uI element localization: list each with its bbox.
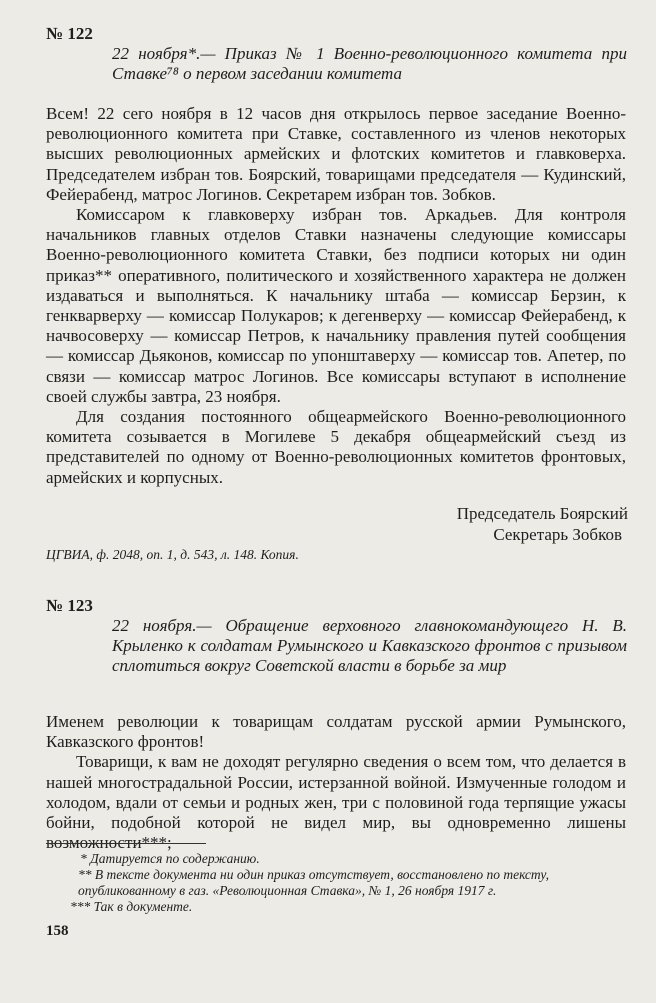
archive-reference: ЦГВИА, ф. 2048, оп. 1, д. 543, л. 148. Копия. (46, 547, 299, 562)
document-123-paragraph: Именем революции к товарищам солдатам русской армии Румынского, Кавказского фронтов! (46, 712, 626, 752)
signature-secretary: Секретарь Зобков (493, 525, 622, 544)
document-123-paragraph: Товарищи, к вам не доходят регулярно сведения о всем том, что делается в нашей многострадальной России, истерзанной войной. Измученные голодом и холодом, вдали от семьи и родных жен, три с половиной года терпящие ужасы бойни, подобной которой не видел мир, вы одновременно лишены возможности***; (46, 752, 626, 853)
document-122-paragraph: Комиссаром к главковерху избран тов. Аркадьев. Для контроля начальников главных отделов Ставки назначены следующие комиссары Военно-революционного комитета Ставки, без подписи которых ни один приказ** оперативного, политического и хозяйственного характера не должен издаваться и выполняться. К начальнику штаба — комиссар Берзин, к генкварверху — комиссар Полукаров; к дегенверху — комиссар Фейерабенд, к начвосоверху — комиссар Петров, к начальнику правления путей сообщения — комиссар Дьяконов, комиссар по упонштаверху — комиссар тов. Апетер, по связи — комиссар матрос Логинов. Все комиссары вступают в исполнение своей службы завтра, 23 ноября. (46, 205, 626, 406)
document-122-heading: 22 ноября*.— Приказ № 1 Военно-революционного комитета при Ставке⁷⁸ о первом заседании комитета (112, 44, 627, 83)
footnote-divider (46, 843, 206, 844)
signature-chair: Председатель Боярский (456, 504, 628, 523)
document-122-body (46, 104, 626, 488)
footnote: ** В тексте документа ни один приказ отсутствует, восстановлено по тексту, опубликованному в газ. «Революционная Ставка», № 1, 26 ноября 1917 г. (78, 867, 550, 898)
footnote: * Датируется по содержанию. (80, 851, 260, 866)
footnotes (56, 851, 621, 915)
document-122-paragraph: Для создания постоянного общеармейского Военно-революционного комитета созывается в Могилеве 5 декабря общеармейский съезд из представителей по одному от Военно-революционных комитетов фронтовых, армейских и корпусных. (46, 407, 626, 487)
document-number-122: № 122 (46, 24, 93, 43)
signature-block (457, 503, 628, 545)
document-123-heading: 22 ноября.— Обращение верховного главнокомандующего Н. В. Крыленко к солдатам Румынского и Кавказского фронтов с призывом сплотиться вокруг Советской власти в борьбе за мир (112, 616, 627, 675)
footnote: *** Так в документе. (70, 899, 193, 914)
document-number-123: № 123 (46, 596, 93, 615)
document-122-paragraph: Всем! 22 сего ноября в 12 часов дня открылось первое заседание Военно-революционного комитета при Ставке, составленного из членов некоторых высших революционных армейских и флотских комитетов и главковерха. Председателем избран тов. Боярский, товарищами председателя — Кудинский, Фейерабенд, матрос Логинов. Секретарем избран тов. Зобков. (46, 104, 626, 204)
page-number: 158 (46, 923, 69, 939)
document-123-body (46, 712, 626, 853)
